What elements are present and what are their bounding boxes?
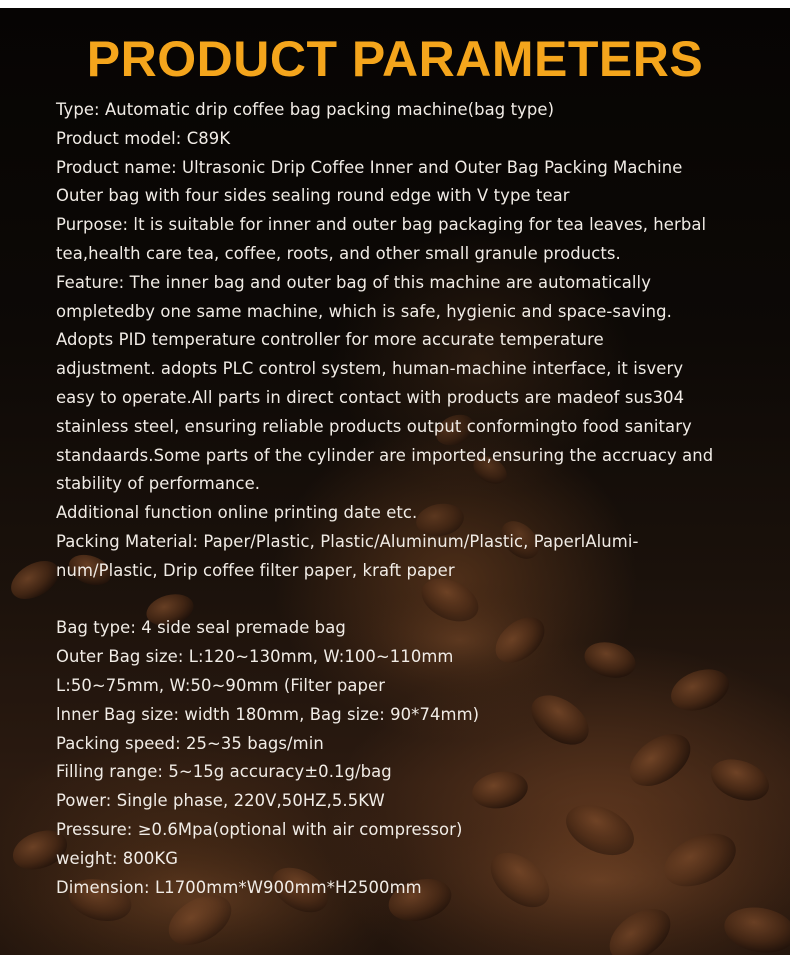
spec-line: lnner Bag size: width 180mm, Bag size: 90*74mm): [56, 704, 480, 724]
param-line: adjustment. adopts PLC control system, human-machine interface, it isvery: [56, 359, 684, 379]
page-title: PRODUCT PARAMETERS: [86, 31, 704, 87]
param-line: Type: Automatic drip coffee bag packing machine(bag type): [56, 100, 555, 119]
param-line: Purpose: lt is suitable for inner and outer bag packaging for tea leaves, herbal: [56, 215, 707, 235]
spec-line: L:50~75mm, W:50~90mm (Filter paper: [56, 675, 386, 695]
param-line: Outer bag with four sides sealing round edge with V type tear: [56, 186, 570, 206]
spec-line: weight: 800KG: [56, 848, 179, 868]
spec-line: Filling range: 5~15g accuracy±0.1g/bag: [56, 762, 392, 782]
spec-line: Bag type: 4 side seal premade bag: [56, 618, 346, 638]
spec-line: Outer Bag size: L:120~130mm, W:100~110mm: [56, 647, 454, 667]
spec-line: Power: Single phase, 220V,50HZ,5.5KW: [56, 791, 385, 811]
param-line: num/Plastic, Drip coffee filter paper, kraft paper: [56, 560, 455, 580]
section-gap: [56, 586, 756, 615]
param-line: standaards.Some parts of the cylinder are imported,ensuring the accruacy and: [56, 445, 714, 465]
param-line: Additional function online printing date etc.: [56, 503, 418, 523]
param-line: stainless steel, ensuring reliable products output conformingto food sanitary: [56, 416, 692, 436]
param-line: easy to operate.All parts in direct contact with products are madeof sus304: [56, 387, 685, 407]
param-line: tea,health care tea, coffee, roots, and other small granule products.: [56, 243, 621, 263]
param-line: Product model: C89K: [56, 128, 231, 148]
param-line: ompletedby one same machine, which is safe, hygienic and space-saving.: [56, 301, 672, 321]
param-line: Packing Material: Paper/Plastic, Plastic/Aluminum/Plastic, PaperlAlumi-: [56, 531, 639, 551]
param-line: Feature: The inner bag and outer bag of this machine are automatically: [56, 272, 652, 292]
param-line: stability of performance.: [56, 474, 261, 494]
spec-line: Packing speed: 25~35 bags/min: [56, 733, 324, 753]
spec-line: Dimension: L1700mm*W900mm*H2500mm: [56, 877, 422, 897]
param-line: Product name: Ultrasonic Drip Coffee Inner and Outer Bag Packing Machine: [56, 157, 683, 177]
param-line: Adopts PID temperature controller for more accurate temperature: [56, 330, 604, 350]
parameters-text: [56, 96, 756, 902]
spec-line: Pressure: ≥0.6Mpa(optional with air compressor): [56, 819, 463, 839]
